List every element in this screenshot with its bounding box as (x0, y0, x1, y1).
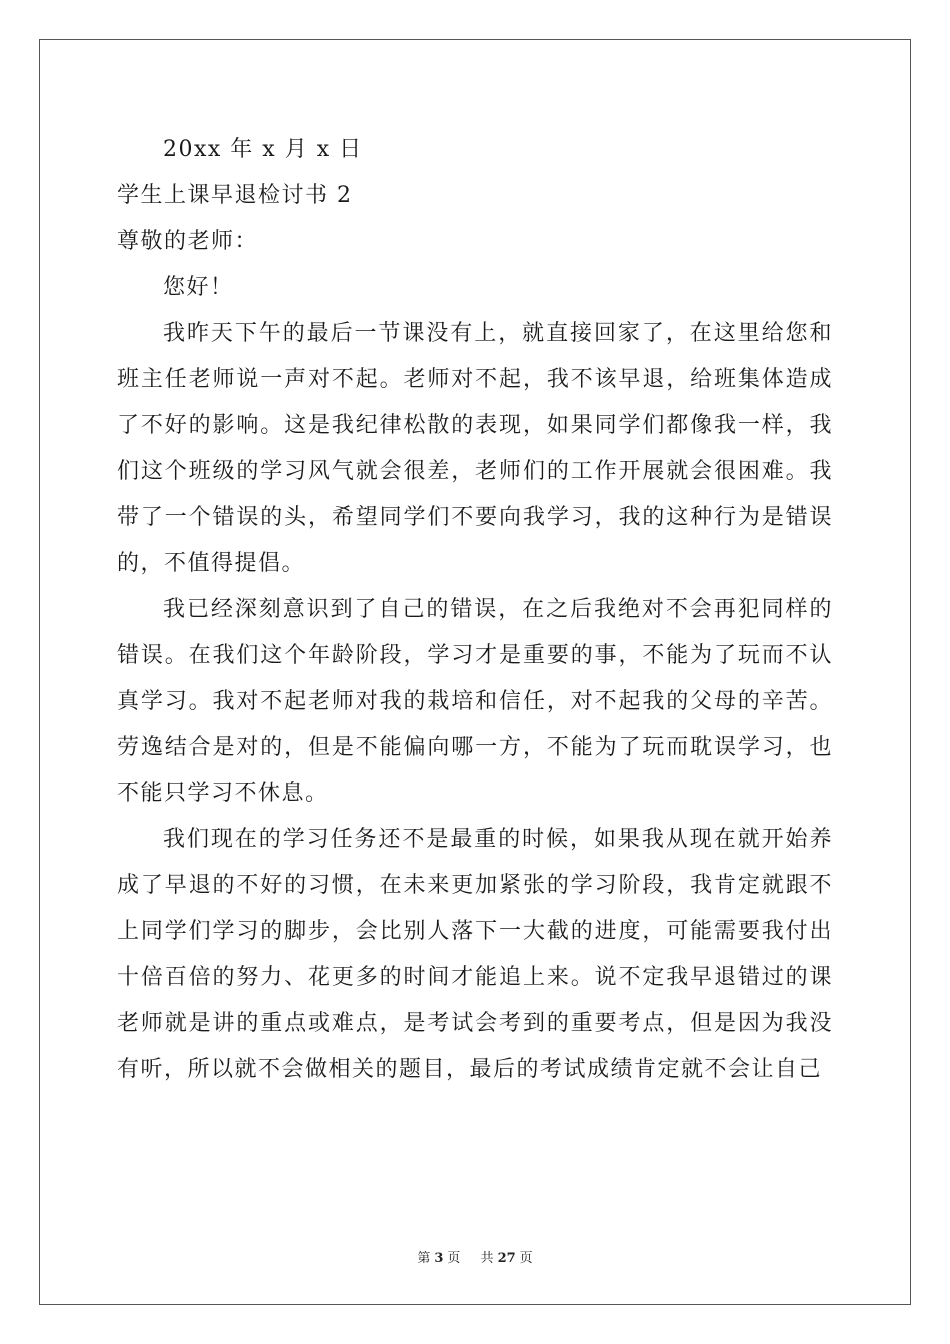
total-indicator (477, 1251, 537, 1266)
letter-body (117, 127, 833, 1093)
total-suffix: 页 (519, 1251, 533, 1266)
letter-salutation: 尊敬的老师： (117, 229, 259, 254)
body-paragraph-2: 我已经深刻意识到了自己的错误，在之后我绝对不会再犯同样的错误。在我们这个年龄阶段，学习才是重要的事，不能为了玩而不认真学习。我对不起老师对我的栽培和信任，对不起我的父母的辛苦。劳逸结合是对的，但是不能偏向哪一方，不能为了玩而耽误学习，也不能只学习不休息。 (117, 597, 833, 806)
page-indicator (413, 1251, 464, 1266)
letter-title: 学生上课早退检讨书 2 (117, 183, 353, 208)
page-number: 3 (434, 1251, 444, 1266)
body-paragraph-3: 我们现在的学习任务还不是最重的时候，如果我从现在就开始养成了早退的不好的习惯，在未来更加紧张的学习阶段，我肯定就跟不上同学们学习的脚步，会比别人落下一大截的进度，可能需要我付出十倍百倍的努力、花更多的时间才能追上来。说不定我早退错过的课老师就是讲的重点或难点，是考试会考到的重要考点，但是因为我没有听，所以就不会做相关的题目，最后的考试成绩肯定就不会让自己 (117, 827, 833, 1082)
body-paragraph-1: 我昨天下午的最后一节课没有上，就直接回家了，在这里给您和班主任老师说一声对不起。老师对不起，我不该早退，给班集体造成了不好的影响。这是我纪律松散的表现，如果同学们都像我一样，我们这个班级的学习风气就会很差，老师们的工作开展就会很困难。我带了一个错误的头，希望同学们不要向我学习，我的这种行为是错误的，不值得提倡。 (117, 321, 833, 576)
total-pages: 27 (497, 1251, 516, 1266)
page-prefix: 第 (417, 1251, 431, 1266)
page-footer (0, 1247, 950, 1266)
total-prefix: 共 (480, 1251, 494, 1266)
letter-greeting: 您好！ (163, 275, 234, 300)
page-suffix: 页 (447, 1251, 461, 1266)
letter-date: 20xx 年 x 月 x 日 (163, 137, 363, 162)
